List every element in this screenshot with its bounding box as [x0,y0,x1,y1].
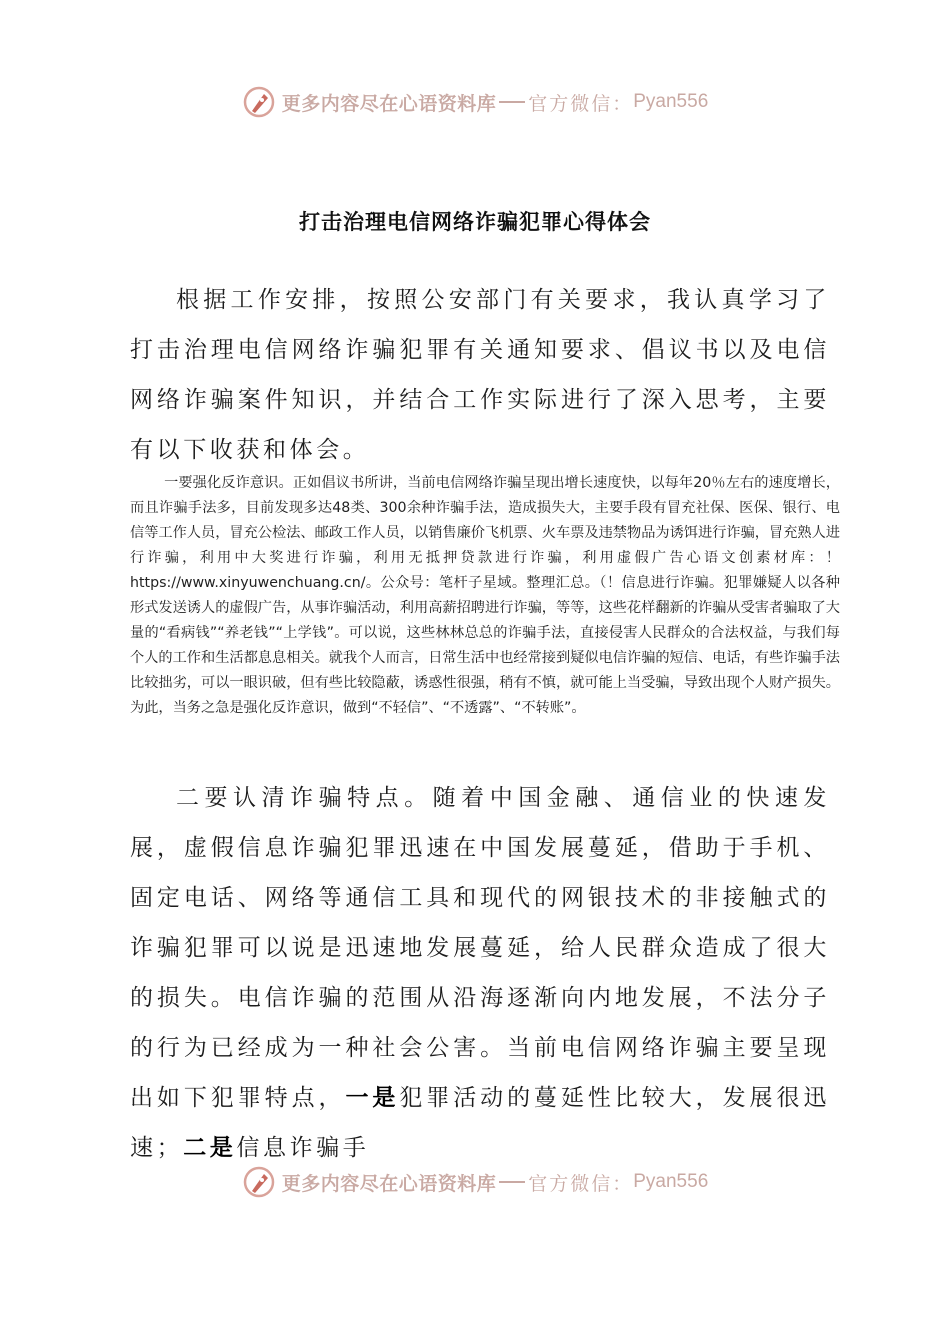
watermark-wechat-id: Pyan556 [633,91,709,112]
section-one-paragraph: 一要强化反诈意识。正如倡议书所讲，当前电信网络诈骗呈现出增长速度快，以每年20％左右的速度增长，而且诈骗手法多，目前发现多达48类、300余种诈骗手法，造成损失大，主要手段有冒充社保、医保、银行、电信等工作人员，冒充公检法、邮政工作人员，以销售廉价飞机票、火车票及违禁物品为诱饵进行诈骗，冒充熟人进行诈骗，利用中大奖进行诈骗，利用无抵押贷款进行诈骗，利用虚假广告心语文创素材库：！https://www.xinyuwenchuang.cn/。公众号：笔杆子星域。整理汇总。（！信息进行诈骗。犯罪嫌疑人以各种形式发送诱人的虚假广告，从事诈骗活动，利用高薪招聘进行诈骗，等等，这些花样翻新的诈骗从受害者骗取了大量的“看病钱”“养老钱”“上学钱”。可以说，这些林林总总的诈骗手法，直接侵害人民群众的合法权益，与我们每个人的工作和生活都息息相关。就我个人而言，日常生活中也经常接到疑似电信诈骗的短信、电话，有些诈骗手法比较拙劣，可以一眼识破，但有些比较隐蔽，诱惑性很强，稍有不慎，就可能上当受骗，导致出现个人财产损失。为此，当务之急是强化反诈意识，做到“不轻信”、“不透露”、“不转账”。 [130,475,840,716]
watermark-dash [499,101,525,103]
point-two-text: 信息诈骗手 [236,1135,370,1161]
footer-watermark-banner [0,1162,950,1202]
point-one-text: 犯罪活动的蔓延性比较大，发展很迅速； [130,1085,830,1161]
point-one-label: 一是 [345,1084,400,1111]
point-two-label: 二是 [183,1134,237,1161]
pen-nib-logo-icon [242,85,276,119]
document-title: 打击治理电信网络诈骗犯罪心得体会 [299,210,651,234]
watermark-dash [499,1181,525,1183]
section-two-paragraph [130,773,830,1173]
pen-nib-logo-icon [242,1165,276,1199]
watermark-official-label: 官方微信： [528,1172,634,1195]
watermark-wechat-id: Pyan556 [633,1171,709,1192]
watermark-brand-text: 更多内容尽在心语资料库 [281,1172,497,1195]
section-two-text: 二要认清诈骗特点。随着中国金融、通信业的快速发展，虚假信息诈骗犯罪迅速在中国发展蔓延，借助于手机、固定电话、网络等通信工具和现代的网银技术的非接触式的诈骗犯罪可以说是迅速地发展蔓延，给人民群众造成了很大的损失。电信诈骗的范围从沿海逐渐向内地发展，不法分子的行为已经成为一种社会公害。当前电信网络诈骗主要呈现出如下犯罪特点， [130,785,830,1111]
watermark-brand-text: 更多内容尽在心语资料库 [281,92,497,115]
header-watermark-banner [0,82,950,122]
intro-paragraph: 根据工作安排，按照公安部门有关要求，我认真学习了打击治理电信网络诈骗犯罪有关通知要求、倡议书以及电信网络诈骗案件知识，并结合工作实际进行了深入思考，主要有以下收获和体会。 [130,287,830,463]
watermark-official-label: 官方微信： [528,92,634,115]
